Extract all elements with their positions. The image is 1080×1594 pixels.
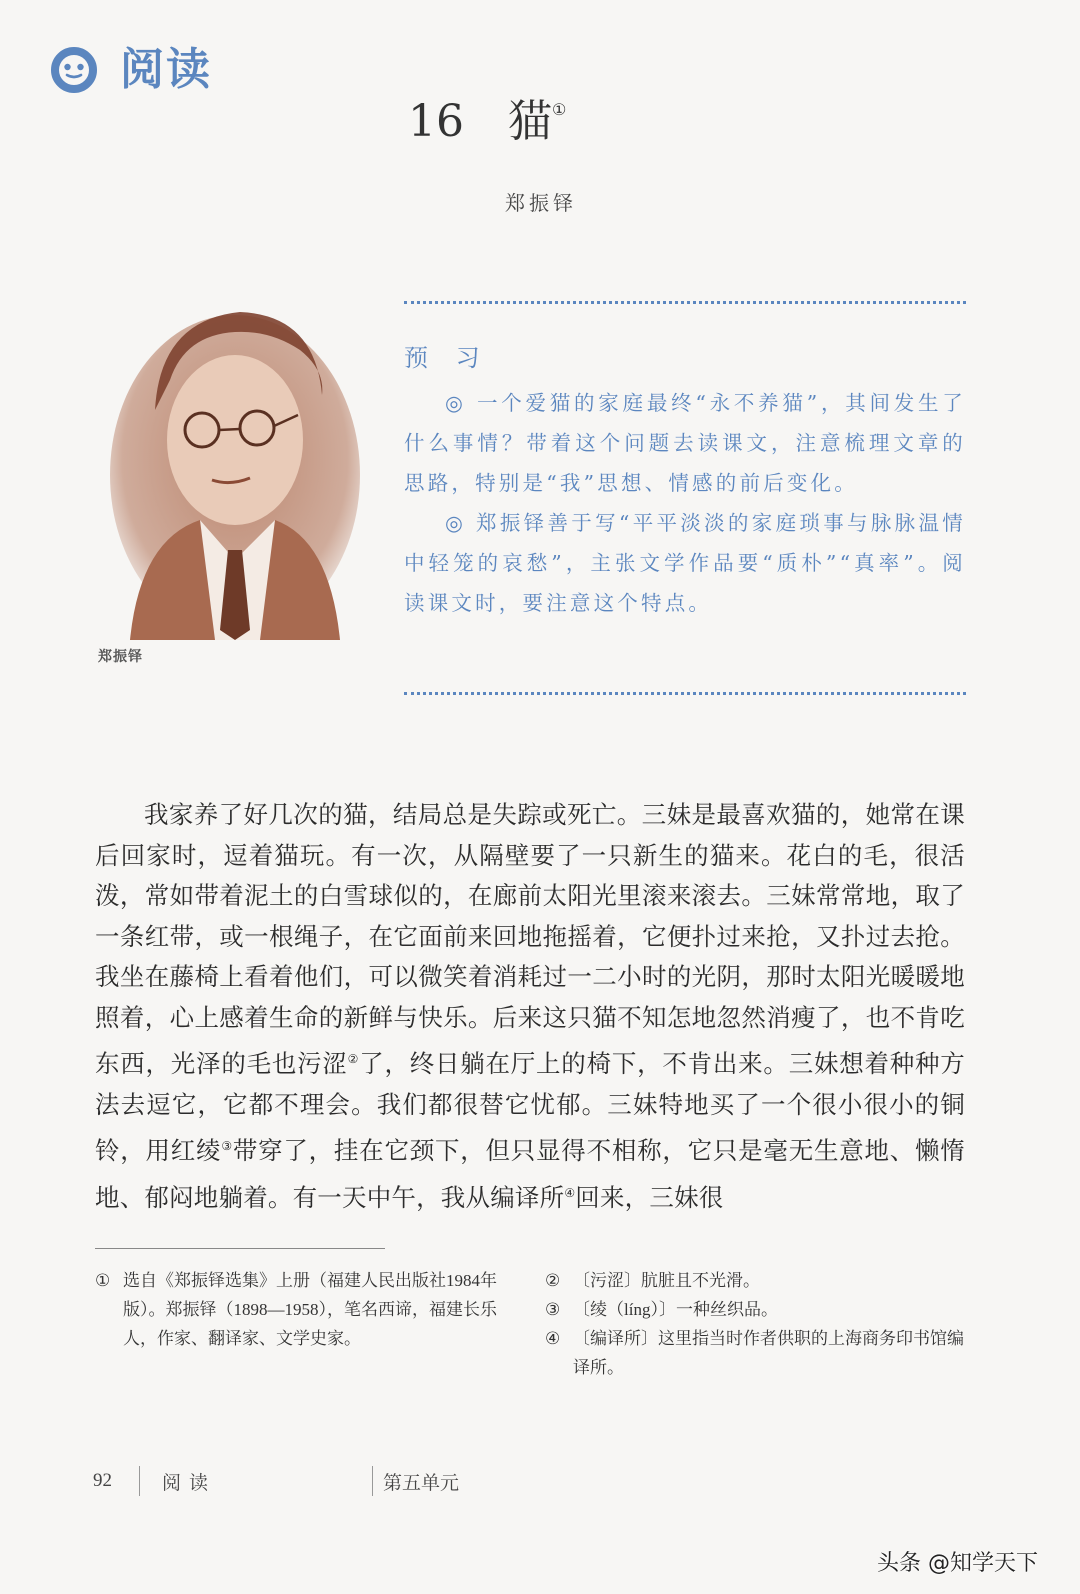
body-text-segment: 我家养了好几次的猫，结局总是失踪或死亡。三妹是最喜欢猫的，她常在课后回家时，逗着猫玩。有一次，从隔壁要了一只新生的猫来。花白的毛，很活泼，常如带着泥土的白雪球似的，在廊前太阳光里滚来滚去。三妹常常地，取了一条红带，或一根绳子，在它面前来回地拖摇着，它便扑过来抢，又扑过去抢。我坐在藤椅上看着他们，可以微笑着消耗过一二小时的光阴，那时太阳光暖暖地照着，心上感着生命的新鲜与快乐。后来这只猫不知怎地忽然消瘦了，也不肯吃东西，光泽的毛也污涩 (95, 802, 965, 1079)
footnote-4 (545, 1324, 965, 1382)
preview-item: ◎ 郑振铎善于写“平平淡淡的家庭琐事与脉脉温情中轻笼的哀愁”，主张文学作品要“质朴”“真率”。阅读课文时，要注意这个特点。 (404, 511, 966, 615)
author-name: 郑振铎 (505, 191, 577, 215)
lesson-body (95, 796, 965, 1219)
footnote-rule (95, 1248, 385, 1249)
lesson-name: 猫 (508, 96, 552, 147)
footer-divider (139, 1466, 140, 1496)
footnote-mark: ② (545, 1271, 561, 1290)
footnote-ref-2: ② (347, 1052, 360, 1066)
footnote-text: 〔污涩〕肮脏且不光滑。 (573, 1271, 760, 1290)
footer-unit: 第五单元 (383, 1472, 460, 1494)
body-paragraph (95, 796, 965, 1219)
footnote-2 (545, 1266, 965, 1295)
footnote-mark: ③ (545, 1300, 561, 1319)
watermark: 头条 @知学天下 (877, 1551, 1038, 1576)
preview-box (404, 338, 966, 623)
smiley-face-icon (50, 46, 98, 94)
lesson-number: 16 (408, 96, 464, 147)
section-title: 阅读 (120, 44, 212, 95)
footnote-1 (95, 1266, 515, 1353)
footnote-text: 〔绫（líng）〕一种丝织品。 (573, 1300, 778, 1319)
footnote-ref-3: ③ (221, 1139, 233, 1154)
footnote-mark: ① (552, 100, 567, 119)
footnote-ref-4: ④ (564, 1185, 576, 1200)
dotted-divider-bottom (404, 692, 966, 695)
preview-item: ◎ 一个爱猫的家庭最终“永不养猫”，其间发生了什么事情？带着这个问题去读课文，注意梳理文章的思路，特别是“我”思想、情感的前后变化。 (404, 391, 966, 495)
page-footer (93, 1466, 459, 1496)
footnote-mark: ④ (545, 1329, 561, 1348)
portrait-caption: 郑振铎 (98, 649, 143, 665)
lesson-title (408, 96, 567, 147)
footnote-mark: ① (95, 1271, 111, 1290)
dotted-divider-top (404, 301, 966, 304)
preview-title: 预 习 (404, 344, 490, 372)
footnote-text: 〔编译所〕这里指当时作者供职的上海商务印书馆编译所。 (573, 1329, 964, 1377)
footer-section: 阅读 (162, 1472, 217, 1494)
footnote-3 (545, 1295, 965, 1324)
body-text-segment: 带穿了，挂在它颈下，但只显得不相称，它只是毫无生意地、懒惰地、郁闷地躺着。有一天中午，我从编译所 (95, 1138, 965, 1212)
section-header (50, 46, 212, 94)
page-number: 92 (93, 1470, 112, 1491)
footer-divider (372, 1466, 373, 1496)
footnotes (95, 1266, 965, 1382)
footnote-text: 选自《郑振铎选集》上册（福建人民出版社1984年版）。郑振铎（1898—1958），笔名西谛，福建长乐人，作家、翻译家、文学史家。 (123, 1271, 497, 1348)
body-text-segment: 了，终日躺在厅上的椅下，不肯出来。三妹想着种种方法去逗它，它都不理会。我们都很替它忧郁。三妹特地买了一个很小很小的铜铃，用红绫 (95, 1051, 965, 1166)
author-portrait (100, 300, 360, 640)
body-text-segment: 回来，三妹很 (575, 1184, 724, 1212)
